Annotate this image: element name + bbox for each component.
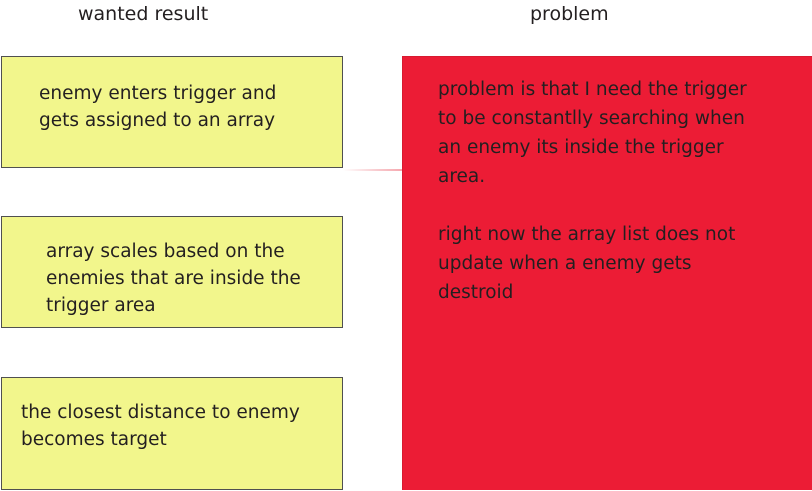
box-line: enemy enters trigger and (39, 83, 277, 104)
problem-line: problem is that I need the trigger (438, 79, 747, 100)
box-text (39, 80, 276, 134)
problem-line: update when a enemy gets (438, 253, 692, 274)
connector-line (343, 169, 403, 171)
problem-header: problem (530, 3, 609, 25)
box-line: gets assigned to an array (39, 110, 276, 131)
problem-box (402, 56, 812, 490)
box-line: becomes target (21, 429, 167, 450)
box-line: array scales based on the (46, 241, 285, 262)
wanted-result-box-1 (1, 56, 343, 168)
box-line: enemies that are inside the (46, 268, 301, 289)
wanted-result-box-2 (1, 216, 343, 328)
problem-line: an enemy its inside the trigger (438, 137, 724, 158)
box-line: the closest distance to enemy (21, 402, 300, 423)
wanted-result-header: wanted result (78, 3, 209, 25)
box-text (21, 399, 300, 453)
problem-paragraph-2 (438, 220, 735, 307)
wanted-result-box-3 (1, 377, 343, 490)
box-text (46, 238, 301, 319)
problem-line: destroid (438, 282, 514, 303)
problem-paragraph-1 (438, 75, 747, 191)
problem-line: area. (438, 166, 486, 187)
problem-line: right now the array list does not (438, 224, 736, 245)
problem-line: to be constantlly searching when (438, 108, 745, 129)
box-line: trigger area (46, 295, 156, 316)
